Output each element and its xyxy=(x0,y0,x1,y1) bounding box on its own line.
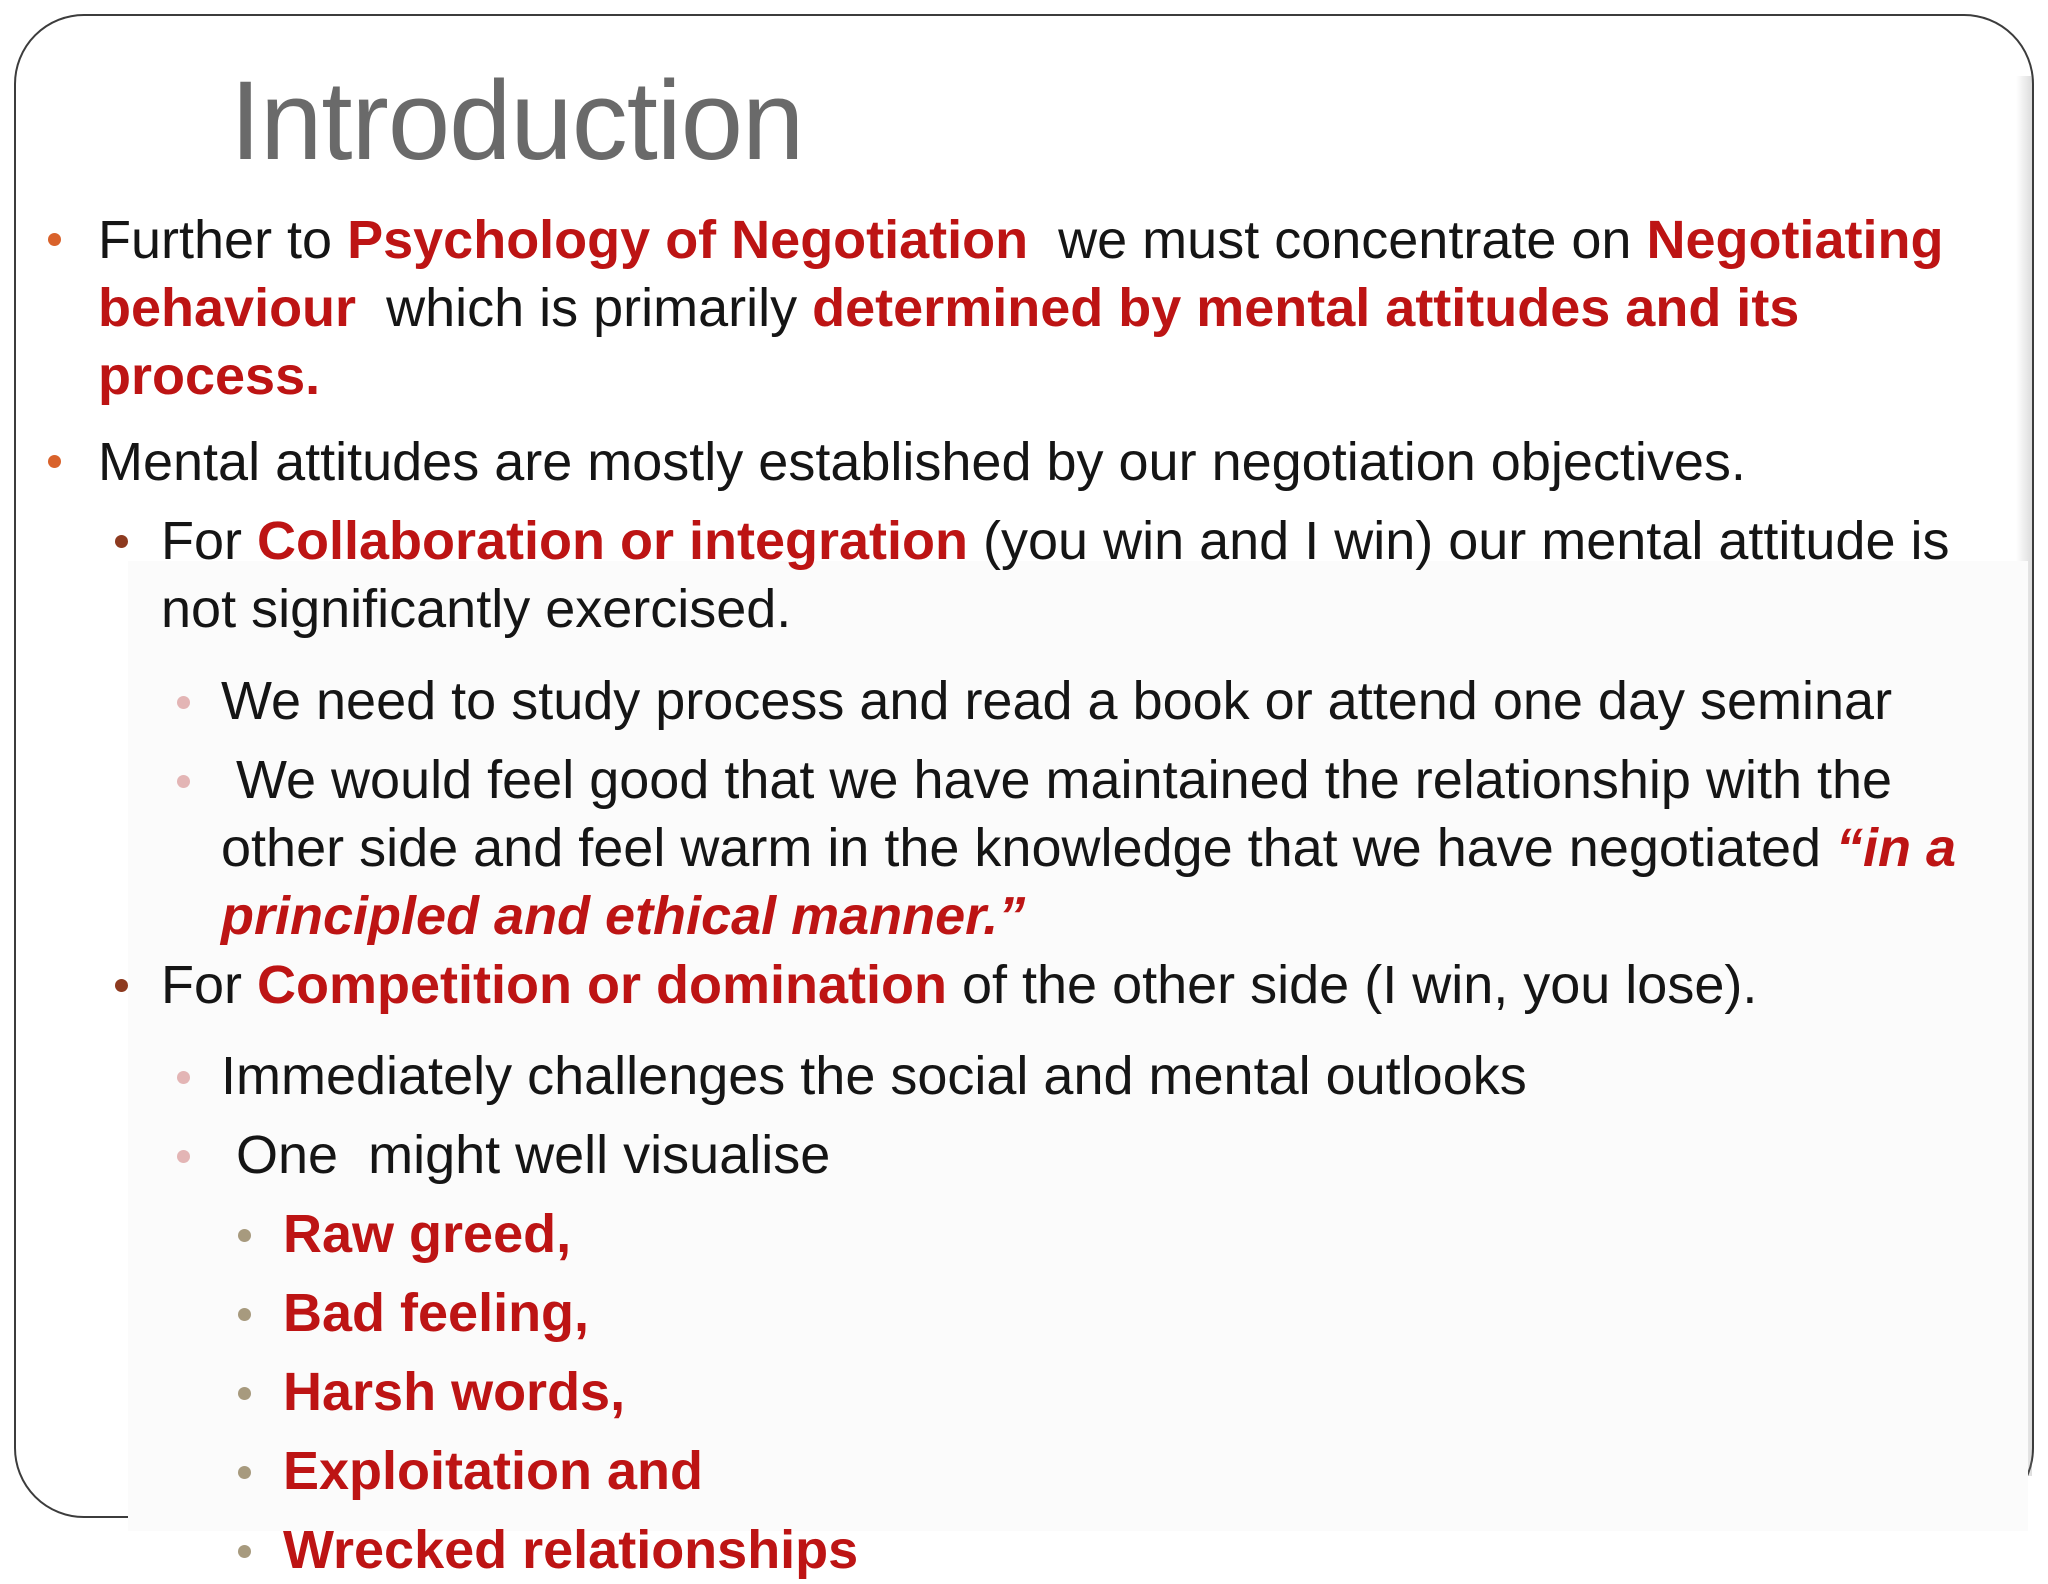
text-segment: We need to study process and read a book or attend one day seminar xyxy=(221,671,1893,731)
highlight-segment: determined by mental attitudes and its process. xyxy=(98,278,1800,406)
text-segment: Immediately challenges the social and mental outlooks xyxy=(221,1046,1527,1106)
list-item-label: Harsh words, xyxy=(283,1362,626,1422)
text-segment: (you win and I win) our mental attitude is not significantly exercised. xyxy=(161,511,1950,639)
bullet-dot-icon xyxy=(115,979,128,992)
list-item-label: Raw greed, xyxy=(283,1204,572,1264)
text-segment: For xyxy=(161,511,258,571)
list-item-wrecked-relationships xyxy=(283,1516,2013,1584)
bullet-mental-attitudes xyxy=(98,428,1998,496)
text-segment: For xyxy=(161,955,258,1015)
list-item-label: Exploitation and xyxy=(283,1441,704,1501)
bullet-dot-icon xyxy=(238,1229,251,1242)
list-item-bad-feeling xyxy=(283,1279,2013,1347)
bullet-feel-good xyxy=(221,746,2011,950)
list-item-harsh-words xyxy=(283,1358,2013,1426)
bullet-visualise xyxy=(221,1121,2011,1189)
bullet-study-process xyxy=(221,667,2011,735)
highlight-segment: Psychology of Negotiation xyxy=(347,210,1029,270)
bullet-challenges xyxy=(221,1042,2011,1110)
slide-title: Introduction xyxy=(230,58,804,183)
highlight-segment: Competition or domination xyxy=(257,955,947,1015)
bullet-dot-icon xyxy=(238,1466,251,1479)
text-segment: which is primarily xyxy=(356,278,813,338)
list-item-exploitation xyxy=(283,1437,2013,1505)
bullet-competition xyxy=(161,951,2011,1019)
bullet-psychology-of-negotiation xyxy=(98,206,1998,410)
list-item-raw-greed xyxy=(283,1200,2013,1268)
slide-frame xyxy=(14,14,2034,1580)
text-segment: We would feel good that we have maintained the relationship with the other side and feel warm in the knowledge that we have negotiated xyxy=(221,750,1908,878)
text-segment: of the other side (I win, you lose). xyxy=(946,955,1758,1015)
list-item-label: Bad feeling, xyxy=(283,1283,590,1343)
text-segment: we must concentrate on xyxy=(1028,210,1647,270)
bullet-dot-icon xyxy=(115,535,128,548)
bullet-dot-icon xyxy=(177,696,190,709)
text-segment: Mental attitudes are mostly established by our negotiation objectives. xyxy=(98,432,1746,492)
bullet-dot-icon xyxy=(177,775,190,788)
bullet-dot-icon xyxy=(177,1150,190,1163)
list-item-label: Wrecked relationships xyxy=(283,1520,859,1580)
bullet-dot-icon xyxy=(177,1071,190,1084)
highlight-segment: Negotiating behaviour xyxy=(98,210,1944,338)
bullet-dot-icon xyxy=(48,455,61,468)
bullet-dot-icon xyxy=(238,1545,251,1558)
bullet-collaboration xyxy=(161,507,2011,643)
highlight-segment: Collaboration or integration xyxy=(257,511,969,571)
text-segment: Further to xyxy=(98,210,348,270)
highlight-quote: “in a principled and ethical manner.” xyxy=(221,818,1957,946)
bullet-dot-icon xyxy=(238,1308,251,1321)
bullet-dot-icon xyxy=(48,233,61,246)
bullet-dot-icon xyxy=(238,1387,251,1400)
text-segment: One might well visualise xyxy=(221,1125,831,1185)
